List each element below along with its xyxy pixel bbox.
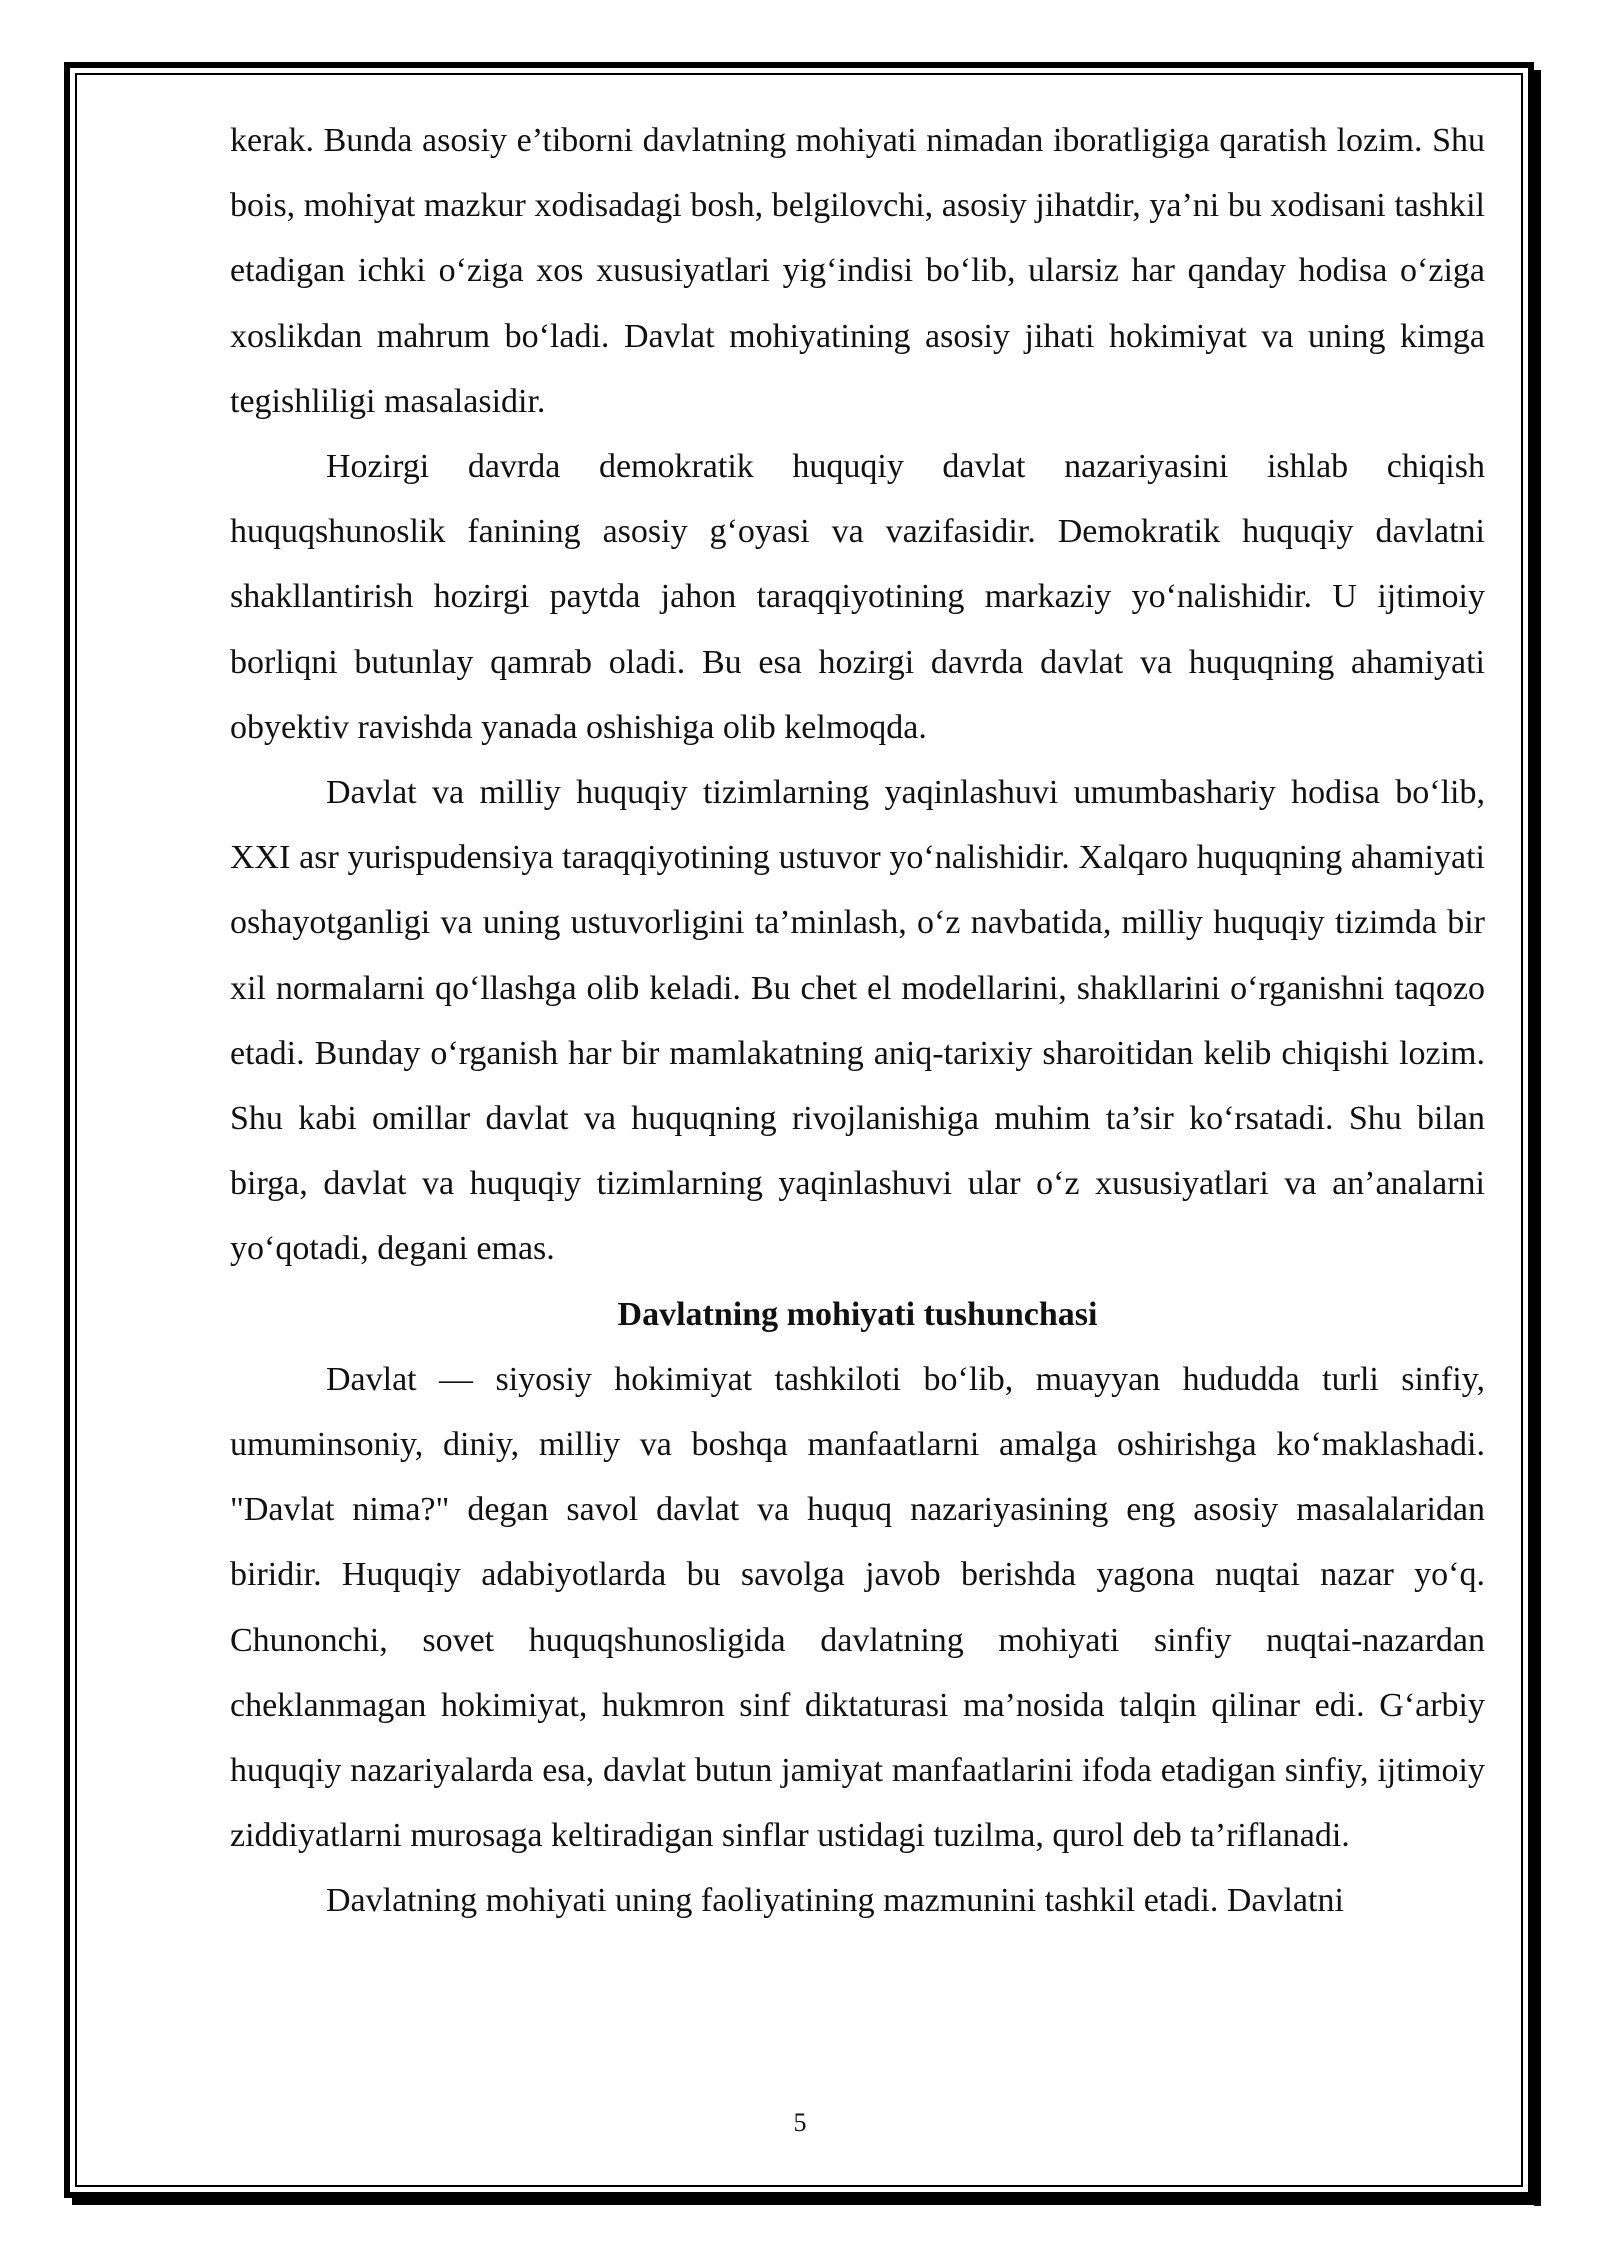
page-border-shadow-bottom	[72, 2198, 1541, 2205]
paragraph-5: Davlatning mohiyati uning faoliyatining mazmunini tashkil etadi. Davlatni	[326, 1882, 1344, 1920]
paragraph-3: Davlat va milliy huquqiy tizimlarning yaqinlashuvi umumbashariy hodisa bo‘lib, XXI asr yurispudensiya taraqqiyotining ustuvor yo‘nalishidir. Xalqaro huquqning ahamiyati oshayotganligi va uning ustuvorligini ta’minlash, o‘z navbatida, milliy huquqiy tizimda bir xil normalarni qo‘llashga olib keladi. Bu chet el modellarini, shakllarini o‘rganishni taqozo etadi. Bunday o‘rganish har bir mamlakatning aniq-tarixiy sharoitidan kelib chiqishi lozim. Shu kabi omillar davlat va huquqning rivojlanishiga muhim ta’sir ko‘rsatadi. Shu bilan birga, davlat va huquqiy tizimlarning yaqinlashuvi ular o‘z xususiyatlari va an’analarni yo‘qotadi, degani emas.	[230, 774, 1485, 1268]
paragraph-1: kerak. Bunda asosiy e’tiborni davlatning mohiyati nimadan iboratligiga qaratish lozim. Shu bois, mohiyat mazkur xodisadagi bosh, belgilovchi, asosiy jihatdir, ya’ni bu xodisani tashkil etadigan ichki o‘ziga xos xususiyatlari yig‘indisi bo‘lib, ularsiz har qanday hodisa o‘ziga xoslikdan mahrum bo‘ladi. Davlat mohiyatining asosiy jihati hokimiyat va uning kimga tegishliligi masalasidir.	[230, 122, 1485, 420]
paragraph-2: Hozirgi davrda demokratik huquqiy davlat nazariyasini ishlab chiqish huquqshunoslik fanining asosiy g‘oyasi va vazifasidir. Demokratik huquqiy davlatni shakllantirish hozirgi paytda jahon taraqqiyotining markaziy yo‘nalishidir. U ijtimoiy borliqni butunlay qamrab oladi. Bu esa hozirgi davrda davlat va huquqning ahamiyati obyektiv ravishda yanada oshishiga olib kelmoqda.	[230, 448, 1485, 746]
paragraph-4: Davlat — siyosiy hokimiyat tashkiloti bo‘lib, muayyan hududda turli sinfiy, umuminsoniy, diniy, milliy va boshqa manfaatlarni amalga oshirishga ko‘maklashadi. "Davlat nima?" degan savol davlat va huquq nazariyasining eng asosiy masalalaridan biridir. Huquqiy adabiyotlarda bu savolga javob berishda yagona nuqtai nazar yo‘q. Chunonchi, sovet huquqshunosligida davlatning mohiyati sinfiy nuqtai-nazardan cheklanmagan hokimiyat, hukmron sinf diktaturasi ma’nosida talqin qilinar edi. G‘arbiy huquqiy nazariyalarda esa, davlat butun jamiyat manfaatlarini ifoda etadigan sinfiy, ijtimoiy ziddiyatlarni murosaga keltiradigan sinflar ustidagi tuzilma, qurol deb ta’riflanadi.	[230, 1360, 1485, 1855]
section-heading: Davlatning mohiyati tushunchasi	[617, 1295, 1098, 1333]
page-body	[230, 108, 1485, 1934]
page-number: 5	[793, 2108, 807, 2137]
page-border-shadow-right	[1534, 70, 1541, 2206]
